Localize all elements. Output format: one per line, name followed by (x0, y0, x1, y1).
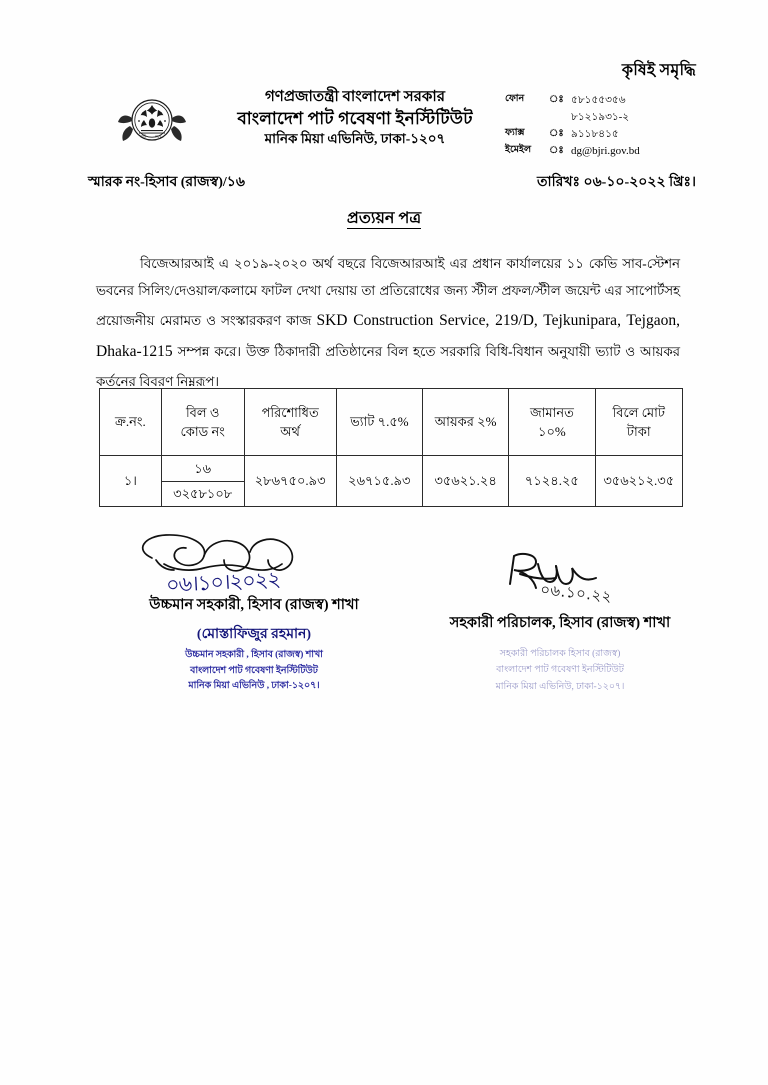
stamp-left-line3: মানিক মিয়া এভিনিউ , ঢাকা-১২০৭। (188, 681, 320, 692)
institute-address: মানিক মিয়া এভিনিউ, ঢাকা-১২০৭ (264, 131, 446, 147)
stamp-left (104, 648, 404, 695)
deduction-table-wrapper (99, 388, 683, 507)
phone-colon: ঃ (549, 94, 564, 105)
cell-serial: ১। (100, 456, 162, 507)
body-part1: বিজেআরআই এ ২০১৯-২০২০ অর্থ বছরে বিজেআরআই এর প্রধান কার্যালয়ের ১১ কেভি সাব-স্টেশন ভবনের সিলিং/দেওয়াল/কলামে ফাটল দেখা দেয়ায় তা প্রতিরোধের জন্য স্টীল প্রফল/স্টীল জয়েন্ট এর সাপোর্টসহ প্রয়োজনীয় মেরামত ও সংস্কারকরণ কাজ (96, 256, 680, 328)
email-colon: ঃ (549, 145, 564, 156)
header-serial: ক্র.নং. (100, 389, 162, 456)
cell-vat: ২৬৭১৫.৯৩ (336, 456, 422, 507)
phone-label: ফোন (505, 94, 525, 104)
handwritten-signature-right (410, 548, 710, 610)
signature-date-right: ০৬.১০.২২ (539, 580, 613, 606)
contractor-name: SKD Construction Service, 219/D, Tejkunipara, Tejgaon, Dhaka-1215 (96, 311, 680, 361)
header-bill-total: বিলে মোট টাকা (595, 389, 682, 456)
fax-value: ৯১১৮৪১৫ (571, 129, 619, 140)
svg-text:পাট: পাট (140, 134, 147, 139)
memo-row (88, 170, 696, 194)
body-paragraph (96, 250, 680, 395)
svg-text:গবে: গবে (155, 134, 162, 139)
header-vat: ভ্যাট ৭.৫% (336, 389, 422, 456)
stamp-right-line2: বাংলাদেশ পাট গবেষণা ইনস্টিটিউট (496, 665, 624, 676)
cell-security-deposit: ৭১২৪.২৫ (509, 456, 595, 507)
government-name: গণপ্রজাতন্ত্রী বাংলাদেশ সরকার (264, 89, 446, 105)
fax-label: ফ্যাক্স (505, 128, 525, 138)
header-income-tax: আয়কর ২% (422, 389, 508, 456)
stamp-right-line1: সহকারী পরিচালক হিসাব (রাজস্ব) (499, 649, 621, 659)
document-title-text: প্রত্যয়ন পত্র (346, 210, 422, 227)
stamp-right (410, 646, 710, 695)
officer-name-left: (মোস্তাফিজুর রহমান) (196, 627, 312, 642)
document-title (0, 205, 768, 232)
stamp-right-line3: মানিক মিয়া এভিনিউ, ঢাকা-১২০৭। (495, 681, 625, 692)
institute-name: বাংলাদেশ পাট গবেষণা ইনস্টিটিউট (237, 108, 473, 128)
deduction-table (99, 388, 683, 507)
cell-bill-total: ৩৫৬২১২.৩৫ (595, 456, 682, 507)
signature-block-right (410, 548, 710, 695)
table-row (100, 456, 683, 507)
phone-colon-blank (549, 109, 571, 126)
slogan-text: কৃষিই সমৃদ্ধি (621, 62, 696, 79)
stamp-left-line1: উচ্চমান সহকারী , হিসাব (রাজস্ব) শাখা (185, 650, 323, 660)
body-part2: সম্পন্ন করে। উক্ত ঠিকাদারী প্রতিষ্ঠানের বিল হতে সরকারি বিধি-বিধান অনুযায়ী ভ্যাট ও আয়কর কর্তনের বিবরণ নিম্নরূপ। (96, 344, 680, 390)
cell-paid-amount: ২৮৬৭৫০.৯৩ (244, 456, 336, 507)
signature-block-left (104, 530, 404, 695)
header-security-deposit: জামানত ১০% (509, 389, 595, 456)
stamp-left-line2: বাংলাদেশ পাট গবেষণা ইনস্টিটিউট (190, 665, 318, 676)
phone-value-2: ৮১২১৯৩১-২ (571, 112, 630, 123)
letterhead (0, 88, 768, 166)
email-label: ইমেইল (505, 145, 532, 155)
designation-left: উচ্চমান সহকারী, হিসাব (রাজস্ব) শাখা (149, 597, 359, 613)
organization-heading (210, 88, 500, 148)
handwritten-signature-left (104, 530, 404, 597)
header-paid-amount: পরিশোধিত অর্থ (244, 389, 336, 456)
memo-number: স্মারক নং-হিসাব (রাজস্ব)/১৬ (88, 175, 245, 190)
cell-income-tax: ৩৫৬২১.২৪ (422, 456, 508, 507)
fax-colon: ঃ (549, 128, 564, 139)
cell-bill-code (161, 456, 244, 507)
designation-right: সহকারী পরিচালক, হিসাব (রাজস্ব) শাখা (449, 615, 671, 631)
signature-date-left: ০৬।১০।২০২২ (165, 567, 281, 597)
cell-code-no: ৩২৫৮১০৮ (173, 485, 233, 501)
cell-bill-no: ১৬ (162, 456, 244, 482)
email-value: dg@bjri.gov.bd (571, 145, 640, 157)
phone-label-blank (505, 109, 549, 126)
contact-block (505, 92, 640, 161)
table-header-row (100, 389, 683, 456)
header-bill-code: বিল ও কোড নং (161, 389, 244, 456)
bangladesh-national-emblem-icon (117, 93, 187, 155)
memo-date: তারিখঃ ০৬-১০-২০২২ খ্রিঃ। (537, 175, 696, 190)
phone-value-1: ৫৮১৫৫৩৫৬ (571, 95, 626, 106)
